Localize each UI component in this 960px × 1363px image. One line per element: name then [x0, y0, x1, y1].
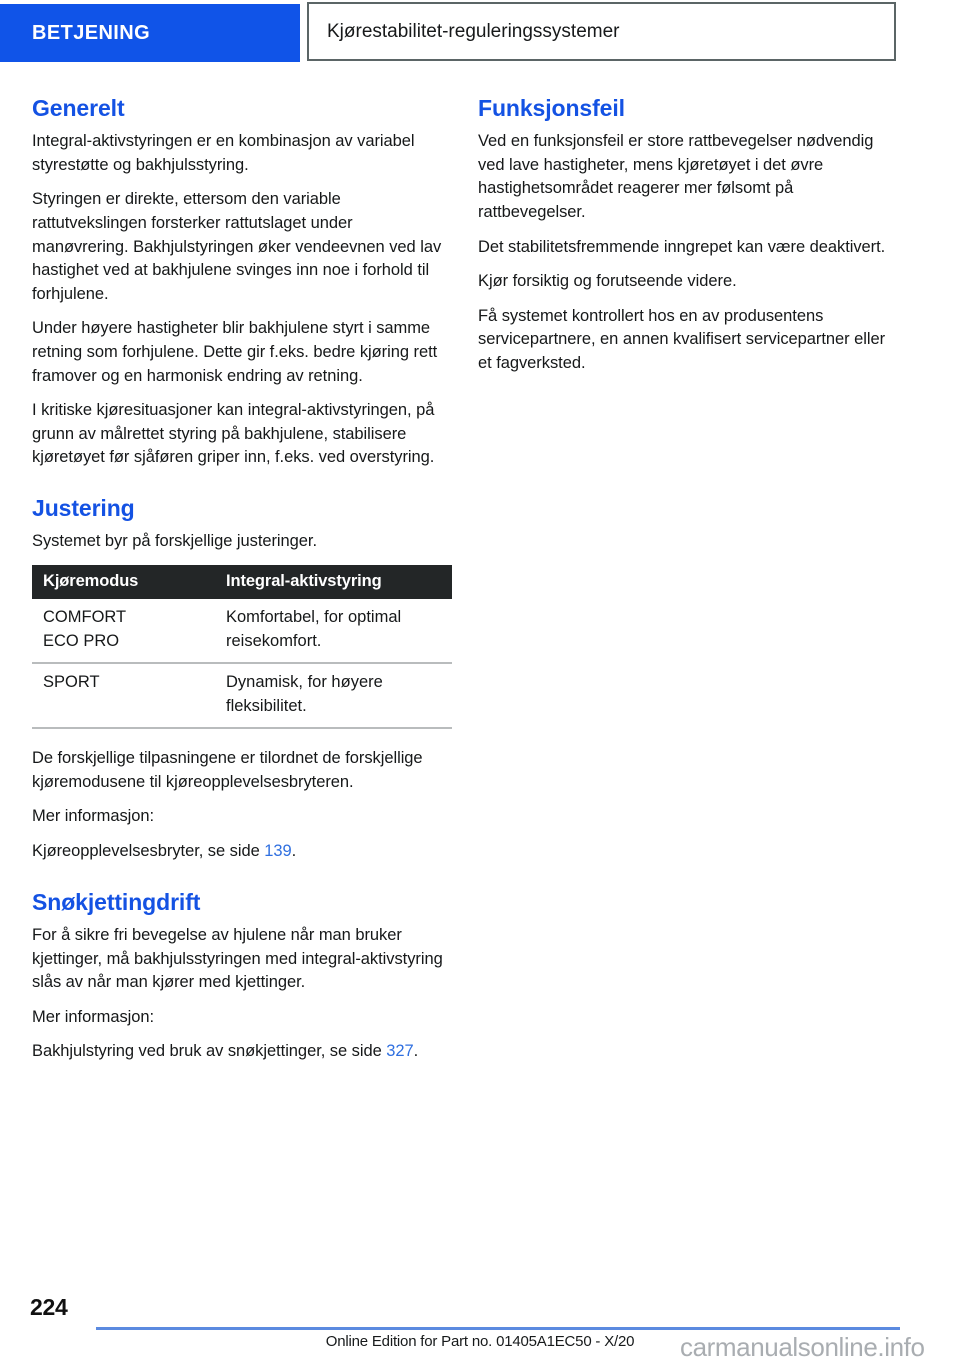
paragraph-funksjonsfeil-1: Ved en funksjonsfeil er store rattbevegelser nødvendig ved lave hastigheter, mens kjøretøyet i det øvre hastighetsområdet reagerer mer følsomt på rattbevegelser. — [478, 132, 874, 222]
cross-reference-suffix: . — [291, 842, 297, 861]
paragraph-funksjonsfeil-4: Få systemet kontrollert hos en av produsentens servicepartnere, en annen kvalifisert servicepartner eller et fagverksted. — [478, 306, 886, 373]
table-column-header-steering: Integral-aktivstyring — [215, 565, 452, 599]
footer-edition-note: Online Edition for Part no. 01405A1EC50 - X/20 — [325, 1333, 635, 1350]
driving-modes-table — [32, 565, 452, 729]
page-header — [0, 0, 960, 66]
paragraph-generelt-3: Under høyere hastigheter blir bakhjulene styrt i samme retning som forhjulene. Dette gir f.eks. bedre kjøring rett framover og en harmonisk endring av retning. — [32, 319, 438, 385]
right-column — [478, 96, 898, 376]
paragraph-snokjetting-2: Mer informasjon: — [32, 1007, 155, 1026]
table-body — [32, 599, 452, 728]
table-row — [32, 663, 452, 728]
cross-reference-suffix: . — [413, 1042, 419, 1061]
left-column — [32, 96, 452, 1064]
paragraph-generelt-2: Styringen er direkte, ettersom den variable rattutvekslingen forsterker rattutslaget under manøvrering. Bakhjulstyringen øker vendeevnen ved lav hastighet ved at bakhjulene svinges inn noe i forhold til forhjulene. — [32, 190, 442, 303]
header-title-box — [307, 2, 896, 61]
heading-generelt: Generelt — [32, 95, 125, 121]
header-section-label: BETJENING — [32, 21, 151, 44]
table-column-header-mode: Kjøremodus — [32, 565, 215, 599]
watermark: carmanualsonline.info — [680, 1332, 925, 1362]
page-link-139[interactable]: 139 — [264, 842, 292, 861]
table-cell-mode: SPORT — [32, 663, 215, 728]
paragraph-funksjonsfeil-2: Det stabilitetsfremmende inngrepet kan være deaktivert. — [478, 237, 886, 256]
page-number: 224 — [30, 1294, 68, 1320]
cross-reference-bakhjulstyring — [32, 1040, 452, 1064]
paragraph-after-table-2: Mer informasjon: — [32, 807, 155, 826]
paragraph-after-table-1: De forskjellige tilpasningene er tilordnet de forskjellige kjøremodusene til kjøreopplevelsesbryteren. — [32, 749, 423, 791]
paragraph-funksjonsfeil-3: Kjør forsiktig og forutseende videre. — [478, 272, 737, 291]
paragraph-snokjetting-1: For å sikre fri bevegelse av hjulene når man bruker kjettinger, må bakhjulsstyringen med integral-aktivstyring slås av når man kjører med kjettinger. — [32, 925, 443, 992]
header-title: Kjørestabilitet-reguleringssystemer — [327, 20, 620, 42]
table-cell-description: Dynamisk, for høyere fleksibilitet. — [215, 663, 452, 728]
table-header-row — [32, 565, 452, 599]
header-section-tab — [0, 4, 300, 62]
cross-reference-prefix: Kjøreopplevelsesbryter, se side — [32, 842, 265, 861]
heading-funksjonsfeil: Funksjonsfeil — [478, 95, 625, 121]
table-cell-description: Komfortabel, for optimal reisekomfort. — [215, 599, 452, 663]
paragraph-generelt-4: I kritiske kjøresituasjoner kan integral-aktivstyringen, på grunn av målrettet styring på bakhjulene, stabilisere kjøretøyet før sjåføren griper inn, f.eks. ved overstyring. — [32, 401, 435, 467]
heading-justering: Justering — [32, 495, 135, 522]
heading-snokjettingdrift: Snøkjettingdrift — [32, 888, 201, 915]
cross-reference-kjoreopplevelsesbryter — [32, 840, 452, 864]
table-head — [32, 565, 452, 599]
paragraph-generelt-1: Integral-aktivstyringen er en kombinasjon av variabel styrestøtte og bakhjulsstyring. — [32, 132, 415, 174]
table-cell-mode: COMFORT ECO PRO — [32, 599, 215, 663]
table-row — [32, 599, 452, 663]
footer-divider — [96, 1327, 900, 1330]
paragraph-justering-intro: Systemet byr på forskjellige justeringer. — [32, 532, 317, 551]
page-link-327[interactable]: 327 — [386, 1042, 414, 1061]
cross-reference-prefix: Bakhjulstyring ved bruk av snøkjettinger, se side — [32, 1042, 387, 1061]
